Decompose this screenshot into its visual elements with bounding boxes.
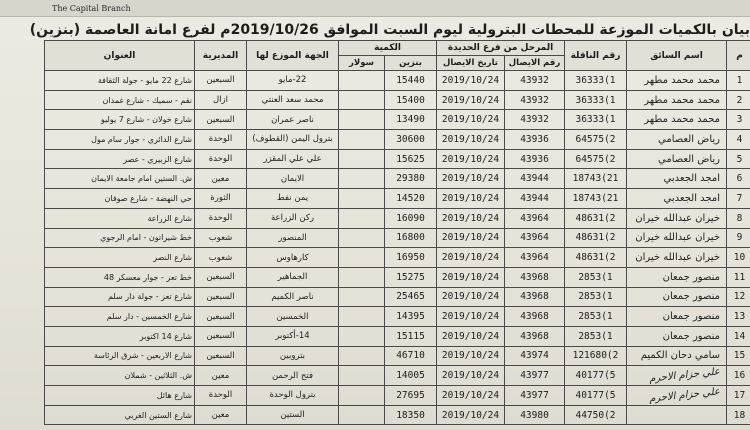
petrol-qty: 29380 <box>385 169 437 189</box>
district-name: الوحدة <box>195 149 247 169</box>
receipt-date: 2019/10/24 <box>437 346 505 366</box>
col-header-truck: رقم الناقلة <box>565 41 627 71</box>
table-row <box>45 366 750 386</box>
truck-number: 36333(1 <box>565 110 627 130</box>
table-row <box>45 287 750 307</box>
row-number: 4 <box>727 130 750 150</box>
col-header-driver: اسم السائق <box>627 41 727 71</box>
diesel-qty <box>339 169 385 189</box>
row-number: 7 <box>727 189 750 209</box>
table-header-row <box>45 41 750 56</box>
station-name: ناصر الكميم <box>247 287 339 307</box>
table-row <box>45 208 750 228</box>
col-header-receipt-no: رقم الايصال <box>505 56 565 71</box>
row-number: 15 <box>727 346 750 366</box>
diesel-qty <box>339 130 385 150</box>
row-number: 12 <box>727 287 750 307</box>
diesel-qty <box>339 307 385 327</box>
receipt-number: 43977 <box>505 366 565 386</box>
district-name: ازال <box>195 90 247 110</box>
receipt-number: 43968 <box>505 287 565 307</box>
driver-name <box>627 405 727 425</box>
driver-name: امجد الجعدبي <box>627 189 727 209</box>
station-name: الجماهير <box>247 267 339 287</box>
station-name: ناصر عمران <box>247 110 339 130</box>
table-row <box>45 248 750 268</box>
row-number: 6 <box>727 169 750 189</box>
receipt-date: 2019/10/24 <box>437 366 505 386</box>
table-row <box>45 326 750 346</box>
row-number: 8 <box>727 208 750 228</box>
truck-number: 40177(5 <box>565 366 627 386</box>
receipt-date: 2019/10/24 <box>437 189 505 209</box>
truck-number: 2853(1 <box>565 307 627 327</box>
diesel-qty <box>339 287 385 307</box>
station-name: بتروبين <box>247 346 339 366</box>
station-name: كارهاوس <box>247 248 339 268</box>
driver-name: امجد الجعدبي <box>627 169 727 189</box>
receipt-date: 2019/10/24 <box>437 90 505 110</box>
address-text: شارع هائل <box>45 386 195 406</box>
receipt-date: 2019/10/24 <box>437 71 505 91</box>
row-number: 10 <box>727 248 750 268</box>
station-name: علي علي المقزر <box>247 149 339 169</box>
district-name: معين <box>195 366 247 386</box>
receipt-date: 2019/10/24 <box>437 326 505 346</box>
district-name: السبعين <box>195 71 247 91</box>
table-row <box>45 110 750 130</box>
table-row <box>45 169 750 189</box>
petrol-qty: 27695 <box>385 386 437 406</box>
petrol-qty: 18350 <box>385 405 437 425</box>
table-row <box>45 189 750 209</box>
petrol-qty: 15625 <box>385 149 437 169</box>
driver-name: محمد محمد مطهر <box>627 71 727 91</box>
diesel-qty <box>339 267 385 287</box>
truck-number: 36333(1 <box>565 71 627 91</box>
table-row <box>45 405 750 425</box>
receipt-date: 2019/10/24 <box>437 208 505 228</box>
diesel-qty <box>339 110 385 130</box>
address-text: خط تعز - جوار معسكر 48 <box>45 267 195 287</box>
petrol-qty: 13490 <box>385 110 437 130</box>
receipt-date: 2019/10/24 <box>437 287 505 307</box>
receipt-number: 43964 <box>505 228 565 248</box>
petrol-qty: 16800 <box>385 228 437 248</box>
diesel-qty <box>339 228 385 248</box>
truck-number: 18743(21 <box>565 169 627 189</box>
district-name: الثورة <box>195 189 247 209</box>
col-header-m: م <box>727 41 750 71</box>
receipt-number: 43944 <box>505 189 565 209</box>
truck-number: 18743(21 <box>565 189 627 209</box>
address-text: شارع الخمسين - دار سلم <box>45 307 195 327</box>
district-name: الوحدة <box>195 386 247 406</box>
truck-number: 2853(1 <box>565 287 627 307</box>
diesel-qty <box>339 386 385 406</box>
diesel-qty <box>339 189 385 209</box>
district-name: شعوب <box>195 228 247 248</box>
row-number: 1 <box>727 71 750 91</box>
petrol-qty: 14520 <box>385 189 437 209</box>
address-text: شارع الزراعة <box>45 208 195 228</box>
station-name: يمن نفط <box>247 189 339 209</box>
driver-name: سامي دحان الكميم <box>627 346 727 366</box>
address-text: شارع الدائري - جوار سام مول <box>45 130 195 150</box>
table-row <box>45 228 750 248</box>
district-name: السبعين <box>195 267 247 287</box>
diesel-qty <box>339 366 385 386</box>
receipt-number: 43936 <box>505 149 565 169</box>
receipt-number: 43932 <box>505 71 565 91</box>
driver-name: منصور جمعان <box>627 307 727 327</box>
driver-name <box>627 366 727 386</box>
district-name: معين <box>195 169 247 189</box>
receipt-date: 2019/10/24 <box>437 248 505 268</box>
diesel-qty <box>339 405 385 425</box>
address-text: نقم - سميك - شارع غمدان <box>45 90 195 110</box>
col-header-station: الجهة الموزع لها <box>247 41 339 71</box>
col-header-diesel: سولار <box>339 56 385 71</box>
driver-name: خيران عبدالله خيران <box>627 228 727 248</box>
petrol-qty: 14005 <box>385 366 437 386</box>
petrol-qty: 25465 <box>385 287 437 307</box>
petrol-qty: 15275 <box>385 267 437 287</box>
address-text: حي النهضة - شارع صوفان <box>45 189 195 209</box>
truck-number: 48631(2 <box>565 208 627 228</box>
district-name: الوحدة <box>195 130 247 150</box>
table-body <box>45 71 750 425</box>
truck-number: 36333(1 <box>565 90 627 110</box>
station-name: الايمان <box>247 169 339 189</box>
row-number: 13 <box>727 307 750 327</box>
distribution-table <box>44 40 750 425</box>
receipt-date: 2019/10/24 <box>437 169 505 189</box>
diesel-qty <box>339 71 385 91</box>
driver-name <box>627 386 727 406</box>
petrol-qty: 46710 <box>385 346 437 366</box>
truck-number: 121680(2 <box>565 346 627 366</box>
row-number: 18 <box>727 405 750 425</box>
station-name: بترول الوحدة <box>247 386 339 406</box>
station-name: محمد سعد العنتي <box>247 90 339 110</box>
station-name: بترول اليمن (القطوف) <box>247 130 339 150</box>
driver-name: منصور جمعان <box>627 287 727 307</box>
receipt-number: 43932 <box>505 90 565 110</box>
receipt-date: 2019/10/24 <box>437 267 505 287</box>
receipt-number: 43974 <box>505 346 565 366</box>
col-header-receipt-date: تاريخ الايصال <box>437 56 505 71</box>
station-name: الستين <box>247 405 339 425</box>
row-number: 14 <box>727 326 750 346</box>
receipt-number: 43977 <box>505 386 565 406</box>
table-row <box>45 71 750 91</box>
handwritten-driver-name: علي حزام الاحرم <box>648 386 721 405</box>
row-number: 9 <box>727 228 750 248</box>
receipt-number: 43968 <box>505 326 565 346</box>
district-name: شعوب <box>195 248 247 268</box>
address-text: شارع تعز - جولة دار سلم <box>45 287 195 307</box>
truck-number: 64575(2 <box>565 149 627 169</box>
receipt-date: 2019/10/24 <box>437 386 505 406</box>
diesel-qty <box>339 248 385 268</box>
address-text: شارع 14 اكتوبر <box>45 326 195 346</box>
truck-number: 64575(2 <box>565 130 627 150</box>
truck-number: 40177(5 <box>565 386 627 406</box>
driver-name: رياض العصامي <box>627 149 727 169</box>
table-row <box>45 307 750 327</box>
address-text: خط شيراتون - امام الرجوي <box>45 228 195 248</box>
truck-number: 44750(2 <box>565 405 627 425</box>
driver-name: خيران عبدالله خيران <box>627 208 727 228</box>
petrol-qty: 15115 <box>385 326 437 346</box>
driver-name: خيران عبدالله خيران <box>627 248 727 268</box>
branch-label: The Capital Branch <box>52 4 131 13</box>
receipt-number: 43968 <box>505 307 565 327</box>
receipt-number: 43980 <box>505 405 565 425</box>
address-text: شارع 22 مايو - جولة الثقافة <box>45 71 195 91</box>
district-name: السبعين <box>195 307 247 327</box>
driver-name: رياض العصامي <box>627 130 727 150</box>
driver-name: محمد محمد مطهر <box>627 110 727 130</box>
driver-name: محمد محمد مطهر <box>627 90 727 110</box>
receipt-number: 43936 <box>505 130 565 150</box>
col-header-address: العنوان <box>45 41 195 71</box>
diesel-qty <box>339 90 385 110</box>
address-text: ش. الستين امام جامعة الايمان <box>45 169 195 189</box>
driver-name: منصور جمعان <box>627 326 727 346</box>
district-name: السبعين <box>195 110 247 130</box>
col-header-petrol: بنزين <box>385 56 437 71</box>
receipt-number: 43964 <box>505 248 565 268</box>
receipt-date: 2019/10/24 <box>437 149 505 169</box>
driver-name: منصور جمعان <box>627 267 727 287</box>
diesel-qty <box>339 208 385 228</box>
document-title: بيان بالكميات الموزعة للمحطات البترولية ليوم السبت الموافق 2019/10/26م لفرع امانة العاصمة (بنزين) <box>29 22 750 38</box>
receipt-number: 43968 <box>505 267 565 287</box>
district-name: السبعين <box>195 346 247 366</box>
table-row <box>45 90 750 110</box>
row-number: 11 <box>727 267 750 287</box>
district-name: معين <box>195 405 247 425</box>
row-number: 17 <box>727 386 750 406</box>
petrol-qty: 16950 <box>385 248 437 268</box>
station-name: ركن الزراعة <box>247 208 339 228</box>
station-name: 14-أكتوبر <box>247 326 339 346</box>
receipt-number: 43964 <box>505 208 565 228</box>
petrol-qty: 15440 <box>385 71 437 91</box>
petrol-qty: 15400 <box>385 90 437 110</box>
row-number: 16 <box>727 366 750 386</box>
truck-number: 48631(2 <box>565 228 627 248</box>
col-header-qty-group: الكمية <box>339 41 437 56</box>
address-text: شارع خولان - شارع 7 يوليو <box>45 110 195 130</box>
handwritten-driver-name: علي حزام الاحرم <box>648 366 721 385</box>
petrol-qty: 14395 <box>385 307 437 327</box>
address-text: ش. الثلاثين - شملان <box>45 366 195 386</box>
receipt-number: 43932 <box>505 110 565 130</box>
row-number: 5 <box>727 149 750 169</box>
diesel-qty <box>339 326 385 346</box>
station-name: الخمسين <box>247 307 339 327</box>
petrol-qty: 16090 <box>385 208 437 228</box>
col-header-district: المديرية <box>195 41 247 71</box>
petrol-qty: 30600 <box>385 130 437 150</box>
address-text: شارع الستين الغربي <box>45 405 195 425</box>
address-text: شارع الزبيري - عصر <box>45 149 195 169</box>
diesel-qty <box>339 149 385 169</box>
receipt-date: 2019/10/24 <box>437 130 505 150</box>
diesel-qty <box>339 346 385 366</box>
receipt-date: 2019/10/24 <box>437 228 505 248</box>
address-text: شارع النصر <box>45 248 195 268</box>
truck-number: 48631(2 <box>565 248 627 268</box>
table-row <box>45 130 750 150</box>
receipt-date: 2019/10/24 <box>437 110 505 130</box>
table-row <box>45 149 750 169</box>
truck-number: 2853(1 <box>565 267 627 287</box>
receipt-date: 2019/10/24 <box>437 405 505 425</box>
district-name: السبعين <box>195 326 247 346</box>
station-name: فتح الرحمن <box>247 366 339 386</box>
table-row <box>45 267 750 287</box>
station-name: المنصور <box>247 228 339 248</box>
row-number: 3 <box>727 110 750 130</box>
table-row <box>45 346 750 366</box>
district-name: الوحدة <box>195 208 247 228</box>
station-name: 22-مايو <box>247 71 339 91</box>
row-number: 2 <box>727 90 750 110</box>
table-row <box>45 386 750 406</box>
col-header-stage-group: المرحل من فرع الحديدة <box>437 41 565 56</box>
receipt-number: 43944 <box>505 169 565 189</box>
receipt-date: 2019/10/24 <box>437 307 505 327</box>
address-text: شارع الاربعين - شرق الرئاسة <box>45 346 195 366</box>
district-name: السبعين <box>195 287 247 307</box>
truck-number: 2853(1 <box>565 326 627 346</box>
